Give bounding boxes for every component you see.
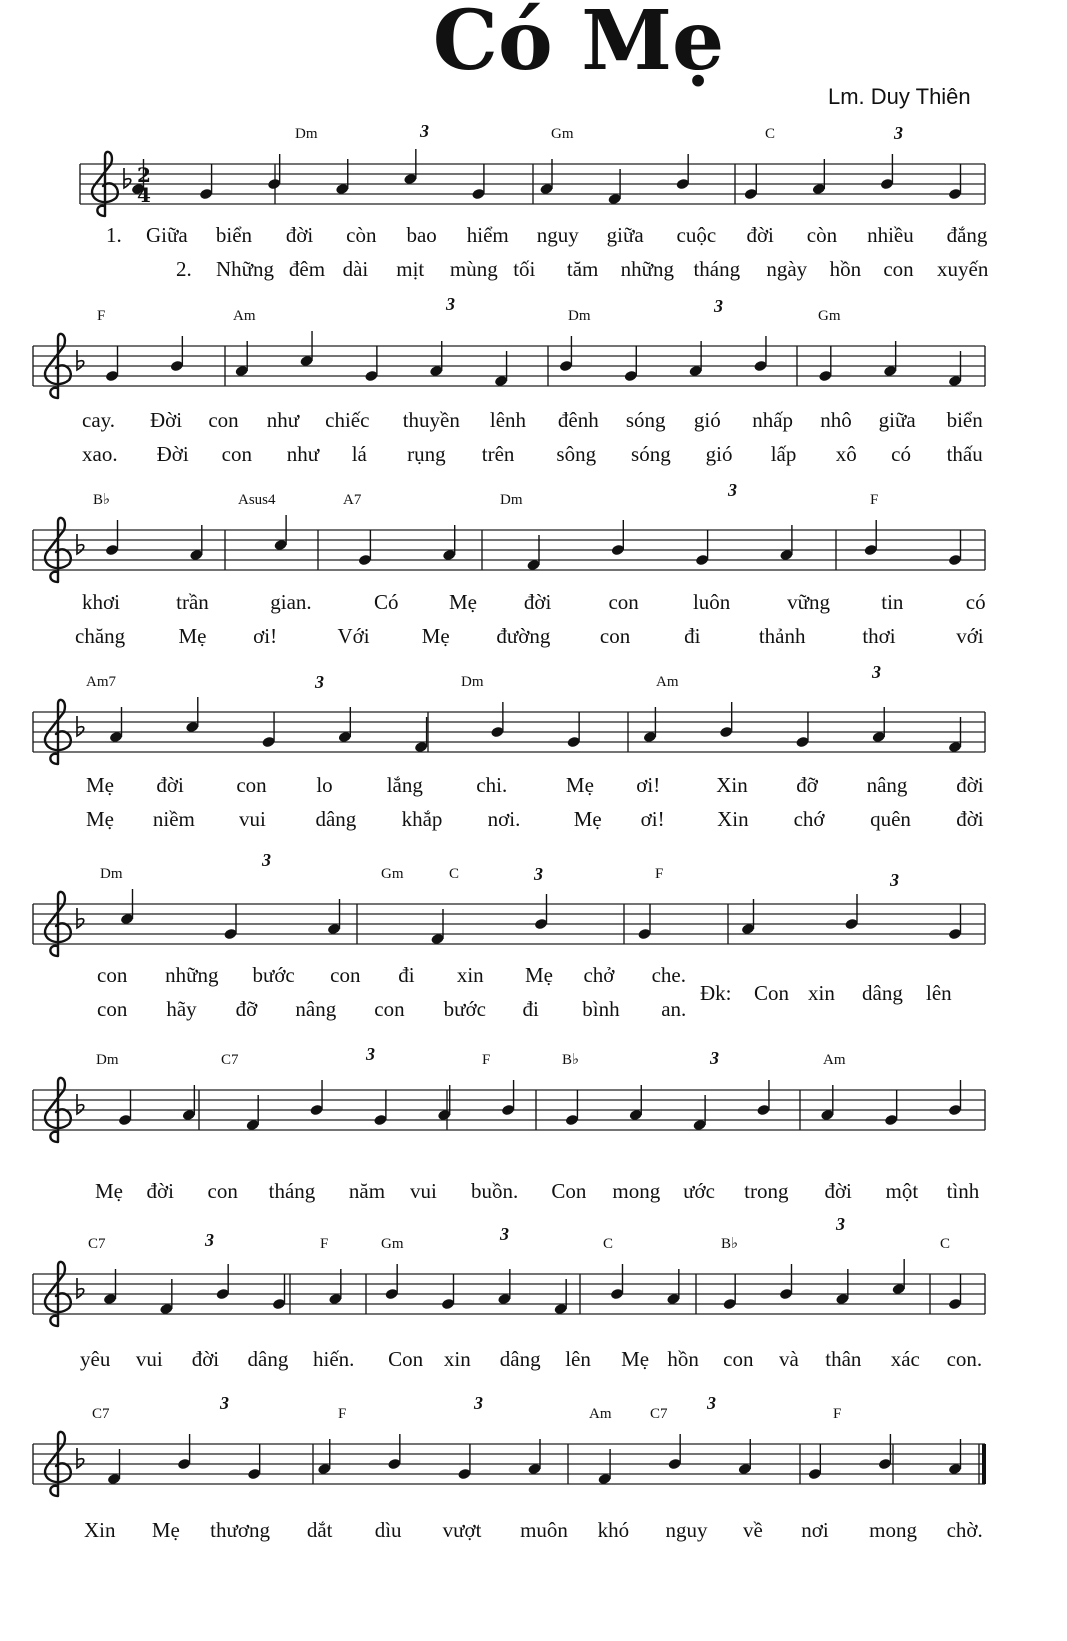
chord-symbol: Am bbox=[656, 674, 679, 690]
lyric-syllable: Xin bbox=[84, 1518, 116, 1542]
lyric-syllable: muôn bbox=[520, 1518, 568, 1542]
refrain-lyric: Con bbox=[754, 981, 790, 1005]
lyric-syllable: còn bbox=[346, 223, 377, 247]
lyric-syllable: hồn bbox=[829, 257, 862, 281]
lyric-syllable: con bbox=[883, 257, 914, 281]
lyric-syllable: ngày bbox=[766, 257, 808, 281]
lyric-syllable: Xin bbox=[717, 807, 749, 831]
lyric-syllable: lấp bbox=[770, 442, 797, 466]
lyric-syllable: đắng bbox=[946, 223, 988, 247]
lyric-syllable: thơi bbox=[862, 624, 896, 648]
lyric-syllable: dài bbox=[342, 257, 369, 281]
lyric-syllable: nguy bbox=[665, 1518, 708, 1542]
triplet-mark: 3 bbox=[446, 294, 455, 314]
lyric-syllable: gió bbox=[705, 442, 733, 466]
chord-symbol: Am bbox=[589, 1406, 612, 1422]
chord-symbol: Gm bbox=[381, 866, 404, 882]
verse-number: 1. bbox=[106, 223, 122, 247]
lyric-syllable: tin bbox=[881, 590, 904, 614]
lyric-syllable: như bbox=[286, 442, 320, 466]
lyric-syllable: mịt bbox=[396, 257, 425, 281]
triplet-mark: 3 bbox=[714, 296, 723, 316]
lyric-syllable: đời bbox=[824, 1179, 852, 1203]
flat-sign bbox=[124, 168, 131, 188]
chord-symbol: C7 bbox=[92, 1406, 110, 1422]
lyric-syllable: tối bbox=[513, 257, 536, 281]
refrain-lyric: Đk: bbox=[700, 981, 732, 1005]
lyric-syllable: an. bbox=[661, 997, 687, 1021]
lyric-syllable: Có bbox=[374, 590, 399, 614]
song-title: Có Mẹ bbox=[432, 0, 725, 89]
lyric-syllable: Mẹ bbox=[86, 773, 114, 797]
composer-name: Lm. Duy Thiên bbox=[828, 84, 971, 109]
chord-symbol: Dm bbox=[96, 1052, 119, 1068]
lyric-syllable: dâng bbox=[499, 1347, 541, 1371]
lyric-syllable: đời bbox=[746, 223, 774, 247]
lyric-syllable: đời bbox=[191, 1347, 220, 1371]
lyric-syllable: những bbox=[165, 963, 219, 987]
lyric-syllable: hiến. bbox=[313, 1347, 355, 1371]
chord-symbol: B♭ bbox=[562, 1052, 580, 1068]
chord-symbol: C7 bbox=[221, 1052, 239, 1068]
lyric-syllable: con bbox=[207, 1179, 238, 1203]
triplet-mark: 3 bbox=[872, 662, 881, 682]
lyric-syllable: nâng bbox=[866, 773, 908, 797]
lyric-syllable: tình bbox=[946, 1179, 980, 1203]
lyric-syllable: xô bbox=[835, 442, 857, 466]
chord-symbol: C bbox=[603, 1236, 614, 1252]
lyric-syllable: nhiều bbox=[867, 223, 914, 247]
lyric-syllable: những bbox=[620, 257, 674, 281]
refrain-lyric: dâng bbox=[862, 981, 903, 1005]
lyric-syllable: Mẹ bbox=[86, 807, 114, 831]
triplet-mark: 3 bbox=[836, 1214, 845, 1234]
lyric-syllable: sóng bbox=[625, 408, 666, 432]
treble-clef bbox=[45, 1078, 71, 1142]
lyric-syllable: ước bbox=[683, 1179, 715, 1203]
chord-symbol: Dm bbox=[461, 674, 484, 690]
lyric-syllable: giữa bbox=[878, 408, 916, 432]
chord-symbol: Am7 bbox=[86, 674, 116, 690]
lyric-syllable: đời bbox=[523, 590, 552, 614]
lyric-syllable: đời bbox=[956, 807, 984, 831]
lyric-syllable: Mẹ bbox=[421, 624, 450, 648]
lyric-syllable: nơi. bbox=[487, 807, 521, 831]
lyric-syllable: hiểm bbox=[466, 223, 509, 247]
lyric-syllable: đời bbox=[156, 773, 184, 797]
chord-symbol: B♭ bbox=[721, 1236, 739, 1252]
triplet-mark: 3 bbox=[315, 672, 324, 692]
lyric-syllable: với bbox=[956, 624, 984, 648]
lyric-syllable: con bbox=[374, 997, 405, 1021]
treble-clef bbox=[45, 334, 71, 398]
chord-symbol: C bbox=[940, 1236, 951, 1252]
lyric-syllable: vui bbox=[238, 807, 266, 831]
lyric-syllable: lắng bbox=[386, 773, 423, 797]
lyric-syllable: Với bbox=[337, 624, 370, 648]
chord-symbol: C7 bbox=[88, 1236, 106, 1252]
chord-symbol: F bbox=[338, 1406, 347, 1422]
lyric-syllable: ơi! bbox=[640, 807, 665, 831]
lyric-syllable: xác bbox=[890, 1347, 920, 1371]
triplet-mark: 3 bbox=[728, 480, 737, 500]
lyric-syllable: thấu bbox=[946, 442, 983, 466]
lyric-syllable: biển bbox=[946, 408, 983, 432]
lyric-syllable: tháng bbox=[693, 257, 741, 281]
lyric-syllable: luôn bbox=[692, 590, 731, 614]
lyric-syllable: dắt bbox=[306, 1518, 333, 1542]
lyric-syllable: ơi! bbox=[253, 624, 278, 648]
lyric-syllable: đi bbox=[522, 997, 539, 1021]
lyric-syllable: Đời bbox=[156, 442, 189, 466]
treble-clef bbox=[45, 1432, 71, 1496]
lyric-syllable: buồn. bbox=[471, 1179, 519, 1203]
lyric-syllable: Mẹ bbox=[178, 624, 207, 648]
lyric-syllable: yêu bbox=[80, 1347, 111, 1371]
lyric-syllable: con bbox=[723, 1347, 754, 1371]
lyric-syllable: lên bbox=[565, 1347, 591, 1371]
lyric-syllable: thương bbox=[210, 1518, 270, 1542]
lyric-syllable: một bbox=[885, 1179, 919, 1203]
chord-symbol: F bbox=[833, 1406, 842, 1422]
chord-symbol: Gm bbox=[381, 1236, 404, 1252]
lyric-syllable: Mẹ bbox=[95, 1179, 123, 1203]
chord-symbol: Dm bbox=[100, 866, 123, 882]
lyric-syllable: Con bbox=[388, 1347, 424, 1371]
lyric-syllable: chăng bbox=[75, 624, 126, 648]
lyric-syllable: bước bbox=[443, 997, 486, 1021]
lyric-syllable: đênh bbox=[557, 408, 599, 432]
lyric-syllable: gió bbox=[693, 408, 721, 432]
lyric-syllable: xao. bbox=[82, 442, 118, 466]
lyric-syllable: khắp bbox=[401, 807, 443, 831]
lyric-syllable: đời bbox=[956, 773, 984, 797]
lyric-syllable: ơi! bbox=[636, 773, 661, 797]
flat-sign bbox=[77, 908, 84, 928]
lyric-syllable: Xin bbox=[716, 773, 748, 797]
lyric-syllable: lênh bbox=[489, 408, 527, 432]
lyric-syllable: vững bbox=[787, 590, 831, 614]
lyric-syllable: còn bbox=[806, 223, 838, 247]
treble-clef bbox=[45, 518, 71, 582]
lyric-syllable: con bbox=[608, 590, 639, 614]
treble-clef bbox=[45, 700, 71, 764]
treble-clef bbox=[92, 152, 118, 216]
chord-symbol: Gm bbox=[551, 126, 574, 142]
chord-symbol: F bbox=[870, 492, 879, 508]
lyric-syllable: khơi bbox=[82, 590, 120, 614]
final-barline-thick bbox=[982, 1444, 986, 1484]
refrain-lyric: xin bbox=[808, 981, 835, 1005]
lyric-syllable: niềm bbox=[152, 807, 195, 831]
lyric-syllable: cay. bbox=[82, 408, 116, 432]
lyric-syllable: Những bbox=[216, 257, 275, 281]
lyric-syllable: đỡ bbox=[796, 773, 818, 797]
triplet-mark: 3 bbox=[894, 123, 903, 143]
lyric-syllable: về bbox=[742, 1518, 763, 1542]
lyric-syllable: con bbox=[221, 442, 252, 466]
chord-symbol: F bbox=[320, 1236, 329, 1252]
chord-symbol: Am bbox=[233, 308, 256, 324]
triplet-mark: 3 bbox=[710, 1048, 719, 1068]
triplet-mark: 3 bbox=[262, 850, 271, 870]
lyric-syllable: bước bbox=[252, 963, 295, 987]
lyric-syllable: con bbox=[236, 773, 267, 797]
lyric-syllable: nâng bbox=[295, 997, 337, 1021]
lyric-syllable: nhô bbox=[820, 408, 852, 432]
lyric-syllable: đời bbox=[146, 1179, 174, 1203]
lyric-syllable: Mẹ bbox=[448, 590, 477, 614]
lyric-syllable: vượt bbox=[442, 1518, 482, 1542]
chord-symbol: B♭ bbox=[93, 492, 111, 508]
lyric-syllable: nhấp bbox=[752, 408, 794, 432]
lyric-syllable: tăm bbox=[566, 257, 599, 281]
lyric-syllable: trần bbox=[176, 590, 209, 614]
chord-symbol: Dm bbox=[568, 308, 591, 324]
chord-symbol: Am bbox=[823, 1052, 846, 1068]
chord-symbol: F bbox=[482, 1052, 491, 1068]
verse-number: 2. bbox=[176, 257, 192, 281]
lyric-syllable: bao bbox=[406, 223, 437, 247]
lyric-syllable: Con bbox=[551, 1179, 587, 1203]
lyric-syllable: thuyền bbox=[402, 408, 460, 432]
lyric-syllable: con. bbox=[946, 1347, 983, 1371]
lyric-syllable: cuộc bbox=[676, 223, 717, 247]
lyric-syllable: Giữa bbox=[146, 223, 188, 247]
lyric-syllable: mong bbox=[869, 1518, 917, 1542]
lyric-syllable: xin bbox=[443, 1347, 471, 1371]
lyric-syllable: khó bbox=[597, 1518, 630, 1542]
flat-sign bbox=[77, 350, 84, 370]
lyric-syllable: đêm bbox=[288, 257, 326, 281]
lyric-syllable: hồn bbox=[667, 1347, 699, 1371]
lyric-syllable: Mẹ bbox=[565, 773, 594, 797]
lyric-syllable: dâng bbox=[315, 807, 357, 831]
chord-symbol: Dm bbox=[295, 126, 318, 142]
treble-clef bbox=[45, 1262, 71, 1326]
lyric-syllable: như bbox=[266, 408, 300, 432]
chord-symbol: Asus4 bbox=[238, 492, 276, 508]
sheet-text bbox=[75, 121, 989, 1542]
lyric-syllable: Mẹ bbox=[621, 1347, 650, 1371]
lyric-syllable: hãy bbox=[166, 997, 197, 1021]
flat-sign bbox=[77, 1448, 84, 1468]
lyric-syllable: sông bbox=[556, 442, 597, 466]
flat-sign bbox=[77, 534, 84, 554]
lyric-syllable: quên bbox=[870, 807, 911, 831]
chord-symbol: Gm bbox=[818, 308, 841, 324]
lyric-syllable: mùng bbox=[449, 257, 498, 281]
triplet-mark: 3 bbox=[366, 1044, 375, 1064]
treble-clef bbox=[45, 892, 71, 956]
lyric-syllable: có bbox=[965, 590, 986, 614]
lyric-syllable: Mẹ bbox=[573, 807, 602, 831]
lyric-syllable: thân bbox=[825, 1347, 862, 1371]
lyric-syllable: biển bbox=[215, 223, 253, 247]
triplet-mark: 3 bbox=[890, 870, 899, 890]
lyric-syllable: xuyến bbox=[937, 257, 989, 281]
lyric-syllable: rụng bbox=[407, 442, 446, 466]
lyric-syllable: năm bbox=[348, 1179, 386, 1203]
lyric-syllable: che. bbox=[651, 963, 687, 987]
lyric-syllable: đường bbox=[496, 624, 551, 648]
lyric-syllable: và bbox=[779, 1347, 799, 1371]
chord-symbol: F bbox=[97, 308, 106, 324]
lyric-syllable: chiếc bbox=[325, 408, 370, 432]
triplet-mark: 3 bbox=[420, 121, 429, 141]
lyric-syllable: trên bbox=[481, 442, 515, 466]
triplet-mark: 3 bbox=[500, 1224, 509, 1244]
lyric-syllable: sóng bbox=[631, 442, 671, 466]
lyric-syllable: đi bbox=[398, 963, 415, 987]
lyric-syllable: chi. bbox=[476, 773, 508, 797]
flat-sign bbox=[77, 1278, 84, 1298]
chord-symbol: Dm bbox=[500, 492, 523, 508]
lyric-syllable: Mẹ bbox=[524, 963, 553, 987]
lyric-syllable: tháng bbox=[268, 1179, 316, 1203]
triplet-mark: 3 bbox=[534, 864, 543, 884]
lyric-syllable: nguy bbox=[536, 223, 579, 247]
triplet-mark: 3 bbox=[707, 1393, 716, 1413]
refrain-lyric: lên bbox=[926, 981, 952, 1005]
lyric-syllable: bình bbox=[582, 997, 620, 1021]
lyric-syllable: đời bbox=[285, 223, 314, 247]
lyric-syllable: lo bbox=[316, 773, 333, 797]
lyric-syllable: giữa bbox=[606, 223, 644, 247]
lyric-syllable: dìu bbox=[374, 1518, 402, 1542]
lyric-syllable: trong bbox=[744, 1179, 789, 1203]
triplet-mark: 3 bbox=[474, 1393, 483, 1413]
lyric-syllable: lá bbox=[351, 442, 367, 466]
triplet-mark: 3 bbox=[220, 1393, 229, 1413]
lyric-syllable: thảnh bbox=[758, 624, 806, 648]
lyric-syllable: có bbox=[891, 442, 911, 466]
lyric-syllable: đi bbox=[684, 624, 701, 648]
lyric-syllable: nơi bbox=[801, 1518, 829, 1542]
chord-symbol: C7 bbox=[650, 1406, 668, 1422]
lyric-syllable: đỡ bbox=[235, 997, 258, 1021]
lyric-syllable: chờ. bbox=[946, 1518, 983, 1542]
flat-sign bbox=[77, 716, 84, 736]
lyric-syllable: con bbox=[97, 997, 128, 1021]
time-signature-bottom: 4 bbox=[137, 183, 151, 207]
lyric-syllable: mong bbox=[612, 1179, 661, 1203]
lyric-syllable: gian. bbox=[270, 590, 312, 614]
lyric-syllable: xin bbox=[456, 963, 484, 987]
lyric-syllable: dâng bbox=[247, 1347, 289, 1371]
lyric-syllable: con bbox=[330, 963, 361, 987]
lyric-syllable: vui bbox=[409, 1179, 437, 1203]
flat-sign bbox=[77, 1094, 84, 1114]
lyric-syllable: chớ bbox=[793, 807, 825, 831]
lyric-syllable: Đời bbox=[149, 408, 183, 432]
lyric-syllable: Mẹ bbox=[151, 1518, 180, 1542]
lyric-syllable: con bbox=[208, 408, 239, 432]
triplet-mark: 3 bbox=[205, 1230, 214, 1250]
time-signature-top: 2 bbox=[137, 163, 151, 187]
chord-symbol: F bbox=[655, 866, 664, 882]
chord-symbol: C bbox=[765, 126, 776, 142]
lyric-syllable: con bbox=[97, 963, 128, 987]
chord-symbol: C bbox=[449, 866, 460, 882]
chord-symbol: A7 bbox=[343, 492, 362, 508]
lyric-syllable: vui bbox=[135, 1347, 163, 1371]
lyric-syllable: con bbox=[599, 624, 631, 648]
lyric-syllable: chở bbox=[583, 963, 615, 987]
